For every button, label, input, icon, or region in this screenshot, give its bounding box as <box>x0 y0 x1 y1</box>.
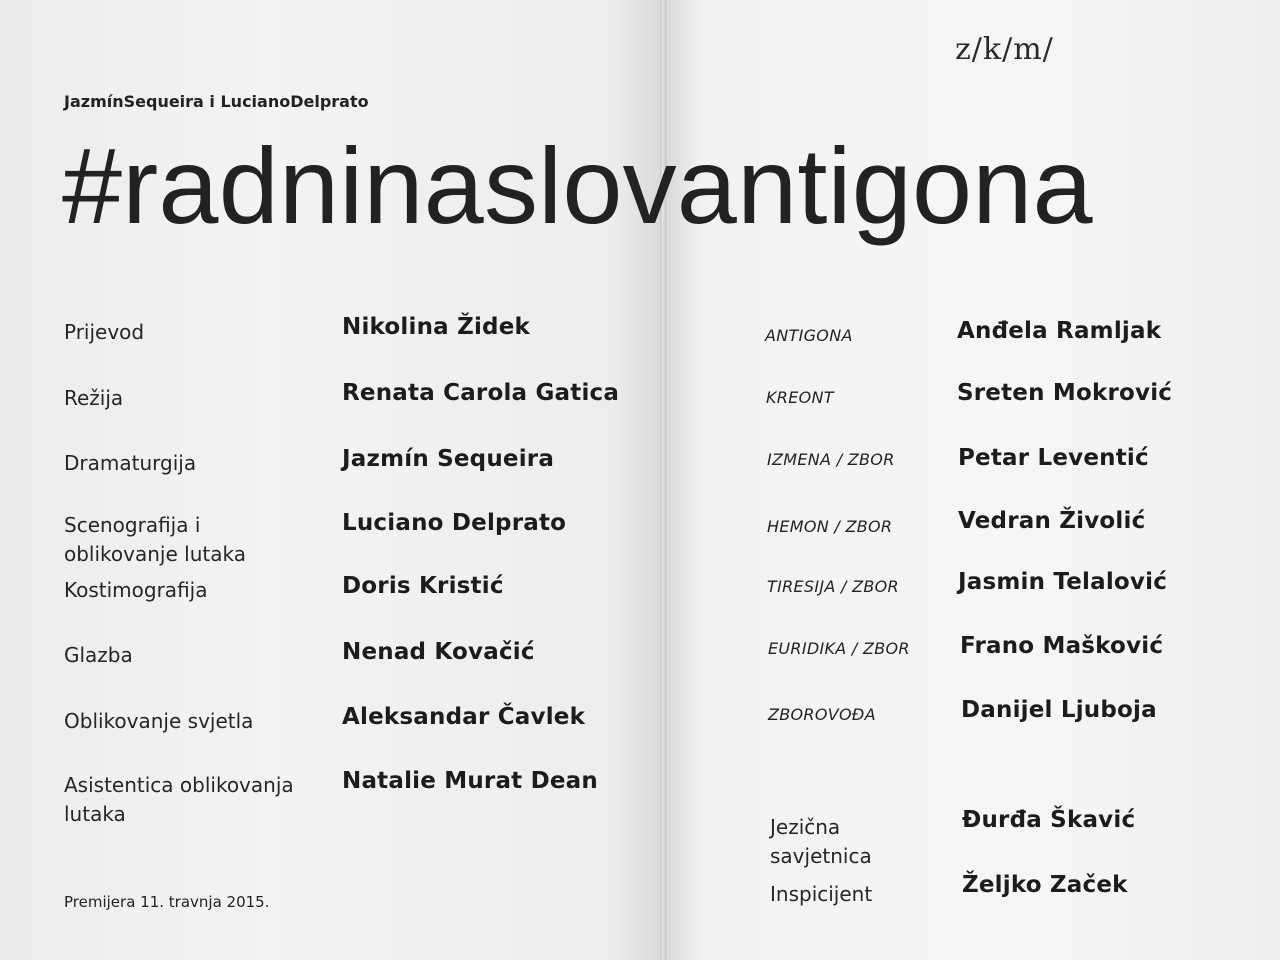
crew-name-stage-manager: Željko Začek <box>962 872 1128 898</box>
zkm-logo: z/k/m/ <box>955 32 1054 67</box>
crew-role-scenography: Scenografija i oblikovanje lutaka <box>64 513 246 566</box>
crew-role-lighting: Oblikovanje svjetla <box>64 709 254 733</box>
crew-name-direction: Renata Carola Gatica <box>342 380 620 406</box>
cast-actor: Danijel Ljuboja <box>961 697 1157 723</box>
crew-name-dramaturgy: Jazmín Sequeira <box>342 446 555 472</box>
cast-actor: Petar Leventić <box>958 445 1149 471</box>
crew-name-scenography: Luciano Delprato <box>342 510 567 536</box>
cast-character: KREONT <box>766 388 834 407</box>
cast-character: TIRESIJA / ZBOR <box>767 577 899 596</box>
crew-name-lighting: Aleksandar Čavlek <box>342 704 586 730</box>
cast-actor: Vedran Živolić <box>958 508 1146 534</box>
crew-role-puppet-assistant: Asistentica oblikovanja lutaka <box>64 773 294 826</box>
cast-character: HEMON / ZBOR <box>767 517 893 536</box>
crew-role-costumes: Kostimografija <box>64 578 208 602</box>
crew-role-music: Glazba <box>64 643 133 667</box>
cast-character: EURIDIKA / ZBOR <box>768 639 910 658</box>
crew-name-translation: Nikolina Židek <box>342 314 531 340</box>
cast-actor: Sreten Mokrović <box>957 380 1173 406</box>
cast-actor: Frano Mašković <box>960 633 1164 659</box>
crew-name-puppet-assistant: Natalie Murat Dean <box>342 768 598 794</box>
premiere-date: Premijera 11. travnja 2015. <box>64 893 270 911</box>
cast-actor: Anđela Ramljak <box>957 318 1162 344</box>
cast-character: IZMENA / ZBOR <box>767 450 895 469</box>
crew-role-direction: Režija <box>64 386 124 410</box>
authors-line: JazmínSequeira i LucianoDelprato <box>64 92 369 111</box>
cast-character: ANTIGONA <box>765 326 853 345</box>
crew-name-costumes: Doris Kristić <box>342 573 504 599</box>
crew-role-stage-manager: Inspicijent <box>770 882 873 906</box>
crew-name-language-advisor: Đurđa Škavić <box>962 807 1136 833</box>
crew-name-music: Nenad Kovačić <box>342 639 535 665</box>
crew-role-dramaturgy: Dramaturgija <box>64 451 197 475</box>
cast-character: ZBOROVOĐA <box>768 705 876 724</box>
crew-role-translation: Prijevod <box>64 320 145 344</box>
cast-actor: Jasmin Telalović <box>958 569 1168 595</box>
play-title: #radninaslovantigona <box>62 125 1093 246</box>
crew-role-language-advisor: Jezična savjetnica <box>770 815 872 868</box>
